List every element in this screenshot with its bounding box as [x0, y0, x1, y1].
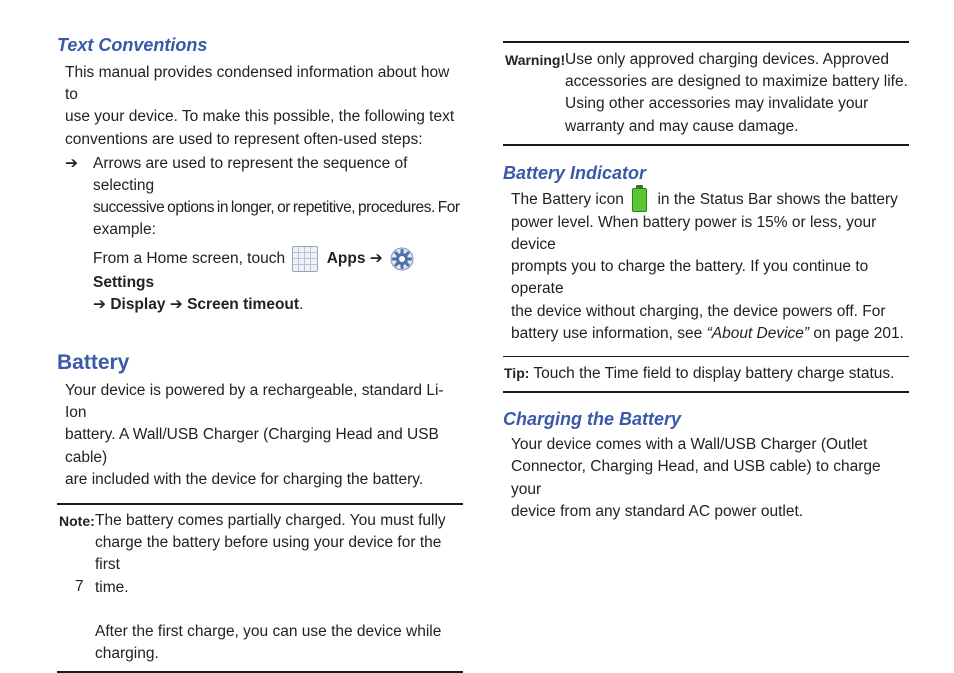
warning-label: Warning! [505, 52, 566, 68]
intro-line: conventions are used to represent often-used steps: [65, 130, 423, 148]
battery-indicator-line: the device without charging, the device powers off. For [511, 302, 886, 320]
note-text [57, 510, 463, 665]
charging-body [503, 434, 909, 523]
intro-line: This manual provides condensed information about how to [65, 64, 450, 104]
battery-line: Your device is powered by a rechargeable, standard Li-Ion [65, 382, 444, 422]
example-line-2 [93, 294, 463, 316]
note-line: After the first charge, you can use the device while [95, 622, 442, 640]
battery-indicator-line-1 [511, 188, 909, 212]
example-period: . [299, 295, 304, 313]
battery-indicator-last-line [511, 323, 909, 345]
arrow-bullet [57, 153, 463, 242]
battery-indicator-suffix: in the Status Bar shows the battery [657, 190, 898, 208]
charging-heading: Charging the Battery [503, 409, 682, 430]
battery-indicator-last-prefix: battery use information, see [511, 324, 707, 342]
tip-text: Touch the Time field to display battery charge status. [529, 365, 895, 383]
bullet-line: Arrows are used to represent the sequence of selecting [93, 154, 408, 195]
battery-indicator-line: power level. When battery power is 15% or less, your device [511, 213, 877, 254]
note-label: Note: [59, 513, 95, 530]
arrow-bullet-icon: ➔ [65, 154, 78, 172]
apps-label: Apps [326, 249, 366, 267]
page-number: 7 [75, 578, 84, 595]
battery-heading: Battery [57, 351, 130, 375]
gear-icon [389, 246, 415, 272]
battery-line: battery. A Wall/USB Charger (Charging Head and USB cable) [65, 426, 439, 466]
note-line: time. [95, 578, 129, 596]
text-conventions-intro [57, 62, 463, 151]
warning-box [503, 41, 909, 146]
left-column [57, 34, 463, 673]
bullet-line: successive options in longer, or repetitive, procedures. For [93, 199, 460, 217]
battery-indicator-line: prompts you to charge the battery. If you continue to operate [511, 258, 869, 298]
about-device-link[interactable]: “About Device” [706, 324, 810, 342]
settings-label: Settings [93, 273, 155, 291]
warning-line: Using other accessories may invalidate your [565, 95, 869, 113]
battery-indicator-heading: Battery Indicator [503, 162, 647, 183]
example-prefix: From a Home screen, touch [93, 249, 286, 267]
warning-line: warranty and may cause damage. [565, 117, 799, 135]
apps-grid-icon [292, 246, 318, 272]
step-arrow: ➔ [93, 295, 106, 313]
example-line-1 [93, 246, 463, 294]
warning-line: accessories are designed to maximize battery life. [565, 73, 908, 91]
step-arrow: ➔ [369, 249, 383, 267]
warning-line: Use only approved charging devices. Approved [565, 51, 889, 68]
screen-timeout-label: Screen timeout [187, 295, 300, 313]
battery-body [57, 380, 463, 491]
charging-line: device from any standard AC power outlet. [511, 502, 804, 520]
note-line: charging. [95, 645, 159, 663]
right-column [503, 41, 909, 523]
battery-line: are included with the device for charging the battery. [65, 470, 424, 488]
charging-line: Connector, Charging Head, and USB cable) to charge your [511, 458, 881, 498]
intro-line: use your device. To make this possible, the following text [65, 108, 455, 126]
bullet-line: example: [93, 221, 156, 239]
tip-label: Tip: [504, 365, 530, 382]
note-box [57, 503, 463, 673]
battery-indicator-prefix: The Battery icon [511, 190, 624, 208]
step-arrow: ➔ [169, 295, 183, 313]
charging-line: Your device comes with a Wall/USB Charger (Outlet [511, 436, 868, 454]
tip-box [503, 356, 909, 393]
note-line: charge the battery before using your device for the first [95, 534, 442, 574]
battery-indicator-body [503, 188, 909, 345]
battery-indicator-last-suffix: on page 201. [809, 324, 904, 342]
note-line: The battery comes partially charged. You must fully [95, 512, 446, 530]
text-conventions-heading: Text Conventions [57, 35, 208, 55]
display-label: Display [110, 295, 166, 313]
example-steps [57, 246, 463, 316]
battery-icon [632, 188, 647, 212]
